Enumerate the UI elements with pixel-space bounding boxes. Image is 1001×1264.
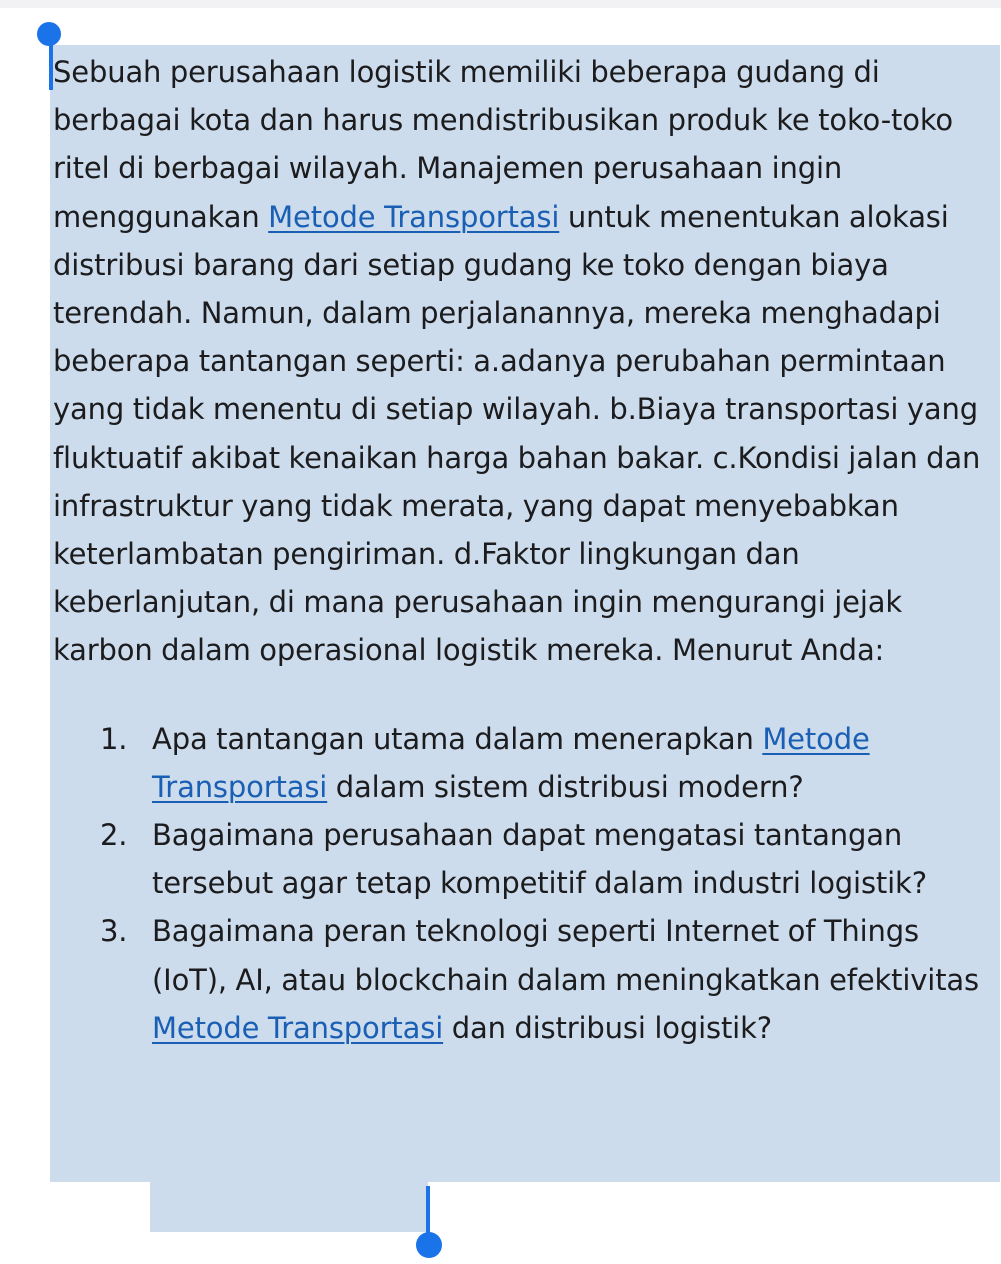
metode-transportasi-link[interactable]: Metode Transportasi [152,721,870,804]
question-text-unselected: ? [756,1010,772,1045]
question-number: 3. [100,914,128,949]
document-body[interactable] [53,48,998,1052]
top-bar [0,0,1001,8]
question-item-1 [53,715,998,811]
question-text: dalam sistem distribusi modern? [327,769,804,804]
question-text: dan distribusi logistik [443,1010,757,1045]
selection-start-knob-icon[interactable] [37,22,61,46]
question-item-2 [53,811,998,907]
intro-paragraph[interactable] [53,48,998,675]
question-text: Apa tantangan utama dalam menerapkan [152,721,763,756]
selection-end-knob-icon[interactable] [416,1232,442,1258]
selection-end-handle[interactable] [426,1186,430,1236]
metode-transportasi-link[interactable]: Metode Transportasi [268,199,560,234]
paragraph-text-start: Sebuah perusahaan logistik memiliki beberapa gudang di berbagai kota dan harus mendistribusikan produk ke toko-toko ritel di berbagai wilayah. Manajemen perusahaan ingin menggunakan [53,55,954,234]
selection-start-handle[interactable] [49,40,53,90]
paragraph-text-end: untuk menentukan alokasi distribusi barang dari setiap gudang ke toko dengan biaya terendah. Namun, dalam perjalanannya, mereka menghadapi beberapa tantangan seperti: a.adanya perubahan permintaan yang tidak menentu di setiap wilayah. b.Biaya transportasi yang fluktuatif akibat kenaikan harga bahan bakar. c.Kondisi jalan dan infrastruktur yang tidak merata, yang dapat menyebabkan keterlambatan pengiriman. d.Faktor lingkungan dan keberlanjutan, di mana perusahaan ingin mengurangi jejak karbon dalam operasional logistik mereka. Menurut Anda: [53,199,981,668]
question-number: 1. [100,721,128,756]
text-selection-highlight-tail [150,1182,428,1232]
question-text: Bagaimana peran teknologi seperti Internet of Things (IoT), AI, atau blockchain dalam meningkatkan efektivitas [152,914,980,997]
question-item-3 [53,907,998,1052]
question-text: Bagaimana perusahaan dapat mengatasi tantangan tersebut agar tetap kompetitif dalam industri logistik? [152,818,927,901]
metode-transportasi-link[interactable]: Metode Transportasi [152,1010,444,1045]
question-list [53,715,998,1052]
question-number: 2. [100,818,128,853]
